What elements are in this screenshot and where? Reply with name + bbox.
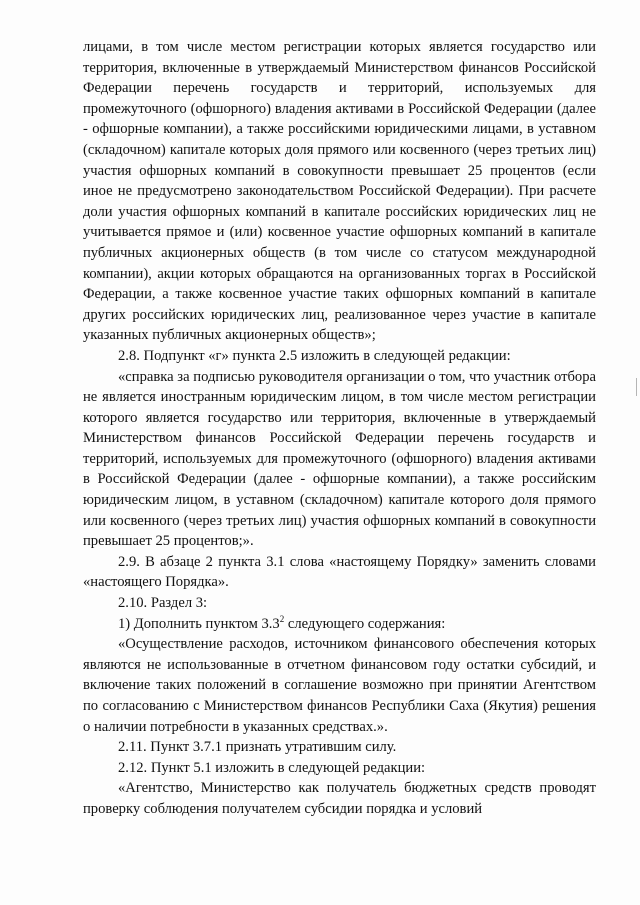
item-2-11: 2.11. Пункт 3.7.1 признать утратившим силу.	[118, 739, 397, 756]
item-2-10-subitem	[83, 614, 596, 635]
subitem-text-after: следующего содержания:	[284, 615, 446, 632]
item-2-10: 2.10. Раздел 3:	[118, 595, 208, 612]
paragraph-continuation: лицами, в том числе местом регистрации которых является государство или территория, включенные в утверждаемый Министерством финансов Российской Федерации перечень государств и территорий, используемых для промежуточного (офшорного) владения активами в Российской Федерации (далее - офшорные компании), а также российскими юридическими лицами, в уставном (складочном) капитале которых доля прямого или косвенного (через третьих лиц) участия офшорных компаний в совокупности превышает 25 процентов (если иное не предусмотрено законодательством Российской Федерации). При расчете доли участия офшорных компаний в капитале российских юридических лиц не учитывается прямое и (или) косвенное участие офшорных компаний в капитале публичных акционерных обществ (в том числе со статусом международной компании), акции которых обращаются на организованных торгах в Российской Федерации, а также косвенное участие таких офшорных компаний в капитале других российских юридических лиц, реализованное через участие в капитале указанных публичных акционерных обществ»;	[83, 39, 596, 344]
scan-edge-mark	[636, 378, 637, 396]
superscript-number: 2	[279, 613, 285, 624]
item-2-12-quote: «Агентство, Министерство как получатель бюджетных средств проводят проверку соблюдения получателем субсидии порядка и условий	[83, 780, 596, 817]
item-2-12: 2.12. Пункт 5.1 изложить в следующей редакции:	[118, 759, 426, 776]
document-body	[83, 37, 596, 820]
subitem-text-before: 1) Дополнить пунктом 3.3	[118, 615, 280, 632]
item-2-8: 2.8. Подпункт «г» пункта 2.5 изложить в следующей редакции:	[118, 347, 511, 364]
item-2-8-quote: «справка за подписью руководителя организации о том, что участник отбора не является иностранным юридическим лицом, в том числе местом регистрации которого является государство или территория, включенные в утверждаемый Министерством финансов Российской Федерации перечень государств и территорий, используемых для промежуточного (офшорного) владения активами в Российской Федерации (далее - офшорные компании), а также российским юридическим лицом, в уставном (складочном) капитале которого доля прямого или косвенного (через третьих лиц) участия офшорных компаний в совокупности превышает 25 процентов;».	[83, 368, 596, 550]
item-2-10-quote: «Осуществление расходов, источником финансового обеспечения которых являются не использованные в отчетном финансовом году остатки субсидий, и включение таких положений в соглашение возможно при принятии Агентством по согласованию с Министерством финансов Республики Саха (Якутия) решения о наличии потребности в указанных средствах.».	[83, 636, 596, 735]
item-2-9: 2.9. В абзаце 2 пункта 3.1 слова «настоящему Порядку» заменить словами «настоящего Порядка».	[83, 553, 596, 591]
